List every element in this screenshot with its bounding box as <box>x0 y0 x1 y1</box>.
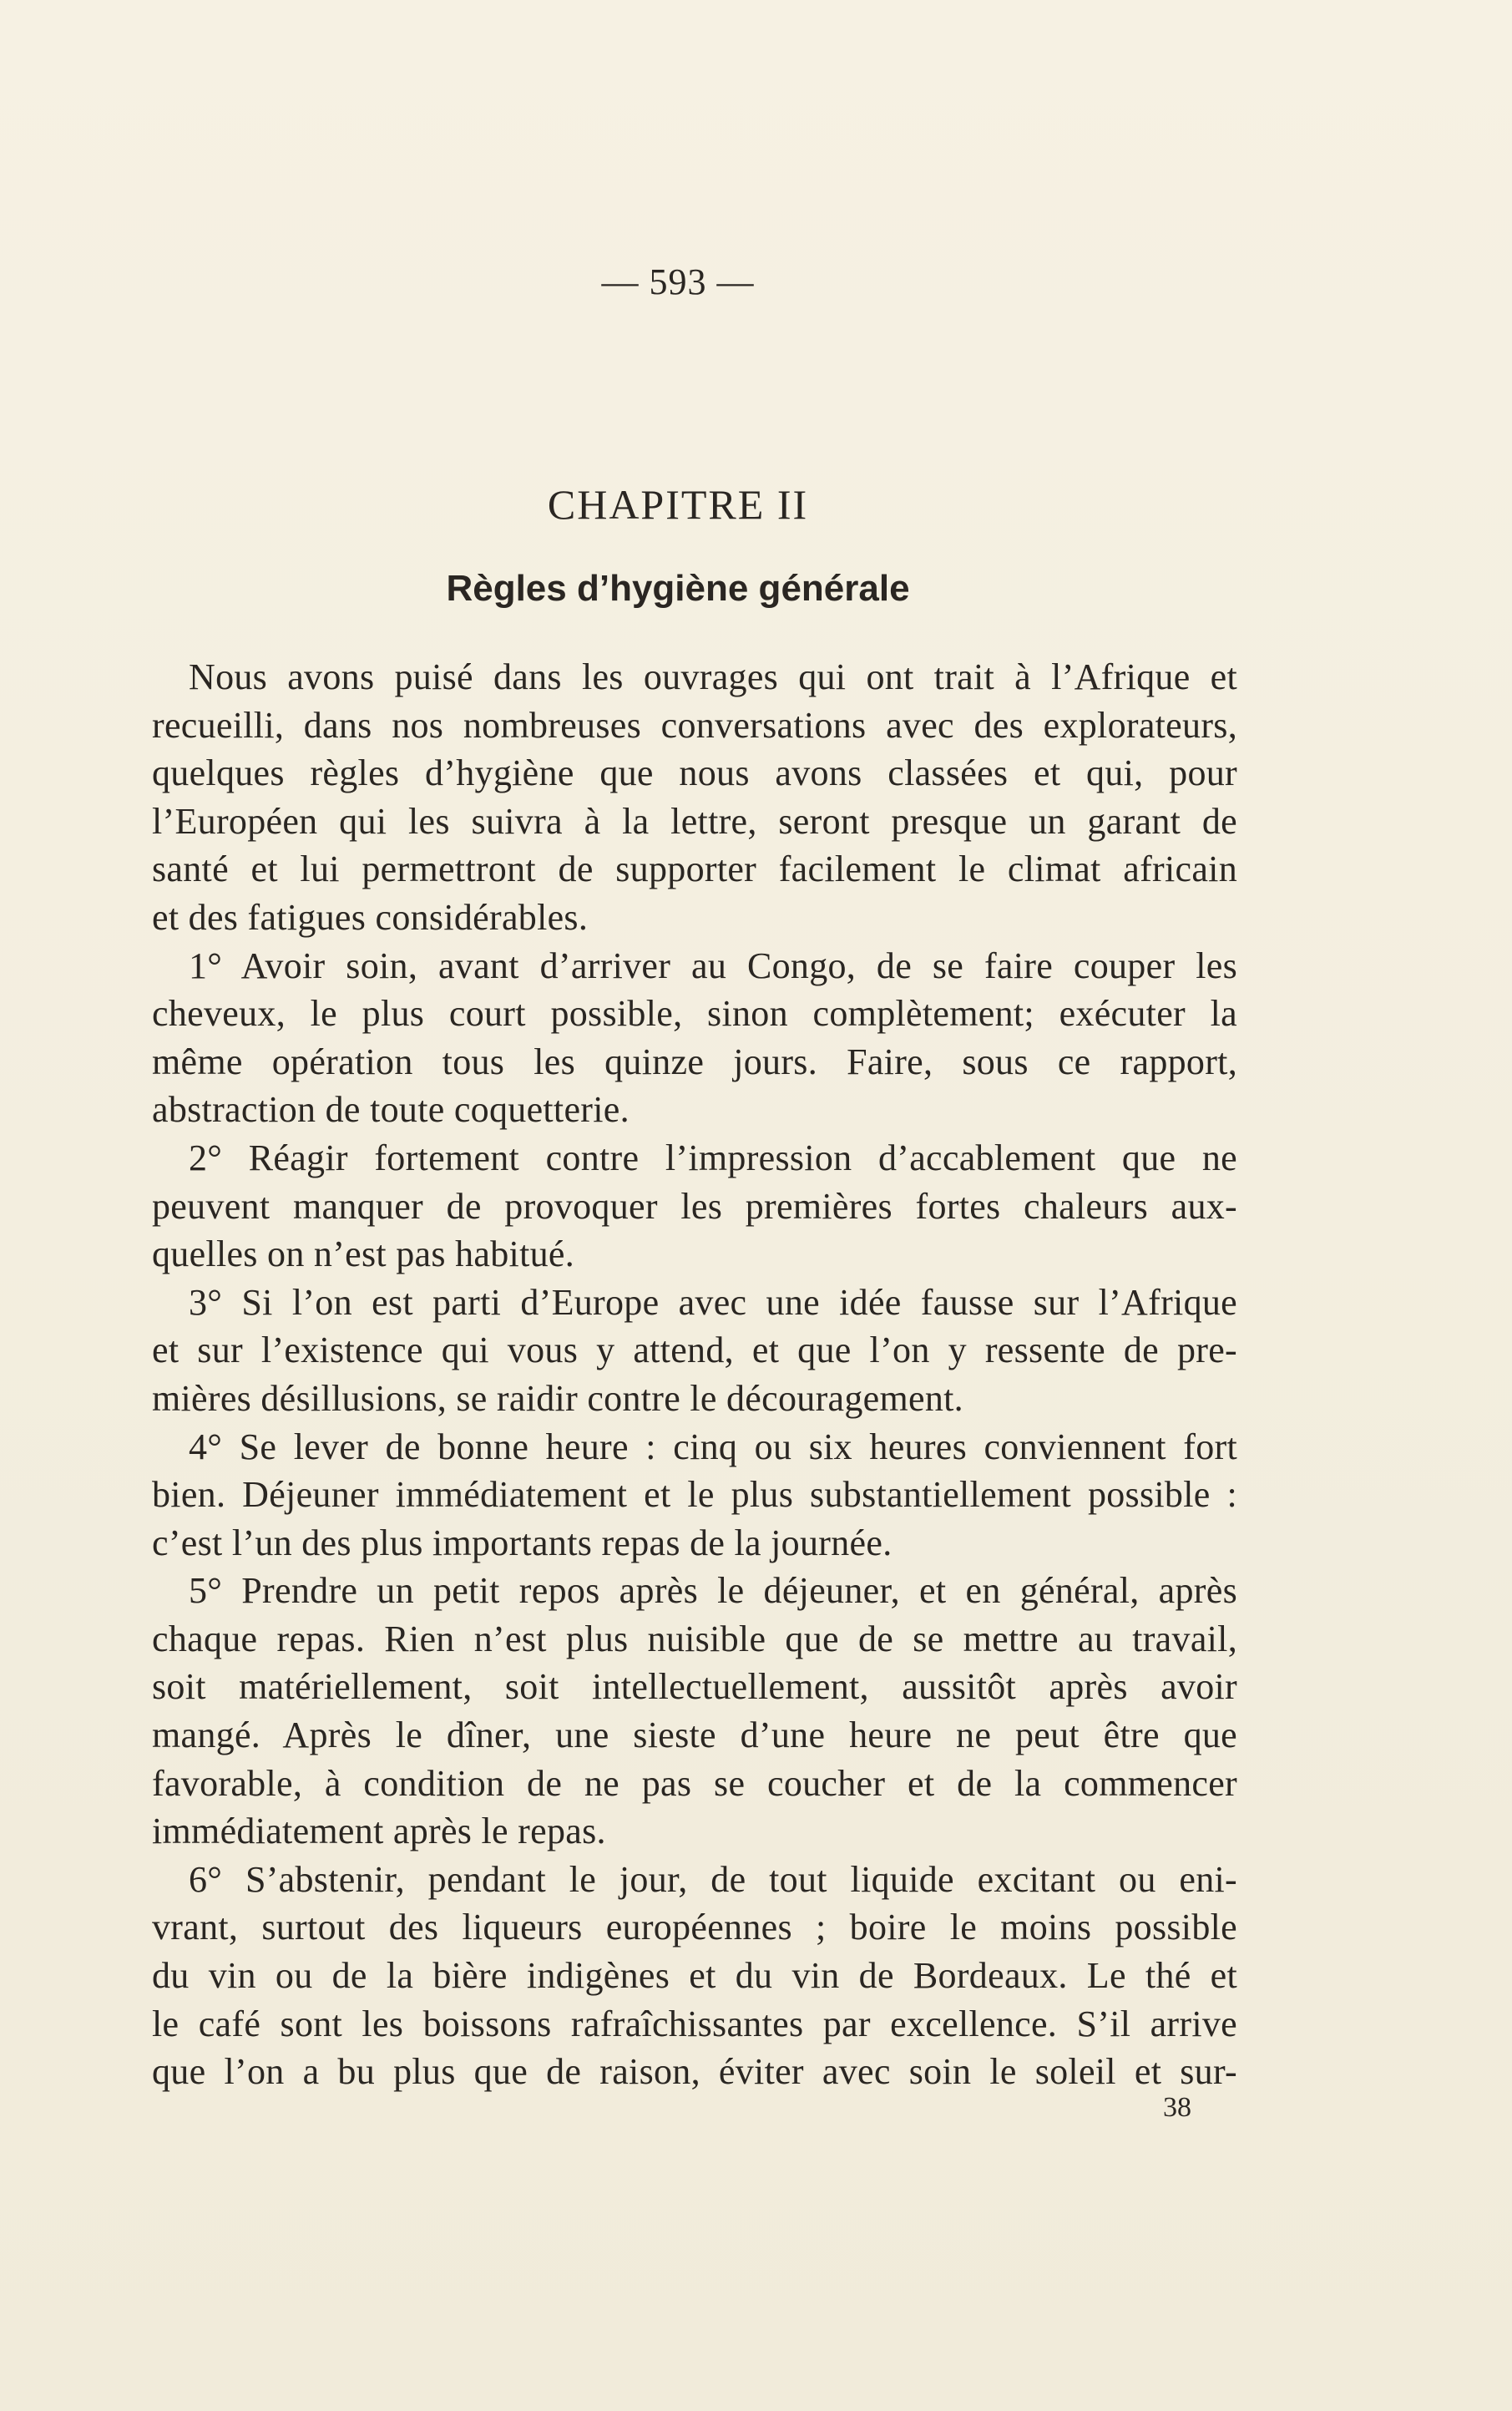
body-text <box>152 653 1237 2096</box>
section-title: Règles d’hygiène générale <box>446 568 910 609</box>
text-line: quelles on n’est pas habitué. <box>152 1233 575 1275</box>
chapter-title: CHAPITRE II <box>547 481 809 528</box>
text-line: bien. Déjeuner immédiatement et le plus substantiellement possible : <box>152 1474 1237 1516</box>
text-line: cheveux, le plus court possible, sinon complètement; exécuter la <box>152 993 1237 1035</box>
text-line: 4° Se lever de bonne heure : cinq ou six heures conviennent fort <box>189 1426 1237 1467</box>
text-line: immédiatement après le repas. <box>152 1811 606 1852</box>
text-line: vrant, surtout des liqueurs européennes ; boire le moins possible <box>152 1907 1237 1948</box>
signature-mark: 38 <box>1163 2092 1191 2123</box>
text-line: l’Européen qui les suivra à la lettre, seront presque un garant de <box>152 800 1237 842</box>
page-number: — 593 — <box>601 261 755 302</box>
text-line: 3° Si l’on est parti d’Europe avec une idée fausse sur l’Afrique <box>189 1281 1237 1323</box>
text-line: même opération tous les quinze jours. Faire, sous ce rapport, <box>152 1041 1237 1082</box>
text-line: chaque repas. Rien n’est plus nuisible que de se mettre au travail, <box>152 1618 1237 1659</box>
text-line: le café sont les boissons rafraîchissantes par excellence. S’il arrive <box>152 2003 1237 2044</box>
text-line: favorable, à condition de ne pas se coucher et de la commencer <box>152 1762 1237 1804</box>
text-line: mangé. Après le dîner, une sieste d’une heure ne peut être que <box>152 1715 1237 1756</box>
text-line: peuvent manquer de provoquer les premières fortes chaleurs aux- <box>152 1185 1237 1227</box>
text-line: 5° Prendre un petit repos après le déjeuner, et en général, après <box>189 1570 1237 1612</box>
text-line: 6° S’abstenir, pendant le jour, de tout liquide excitant ou eni- <box>189 1858 1237 1900</box>
text-line: et des fatigues considérables. <box>152 896 589 938</box>
text-line: abstraction de toute coquetterie. <box>152 1089 630 1131</box>
text-line: soit matériellement, soit intellectuellement, aussitôt après avoir <box>152 1666 1237 1708</box>
text-line: 2° Réagir fortement contre l’impression d’accablement que ne <box>189 1137 1237 1178</box>
text-line: recueilli, dans nos nombreuses conversations avec des explorateurs, <box>152 704 1237 746</box>
text-line: et sur l’existence qui vous y attend, et que l’on y ressente de pre- <box>152 1330 1237 1371</box>
text-line: mières désillusions, se raidir contre le découragement. <box>152 1377 963 1419</box>
text-line: c’est l’un des plus importants repas de la journée. <box>152 1522 893 1563</box>
text-line: que l’on a bu plus que de raison, éviter avec soin le soleil et sur- <box>152 2051 1237 2093</box>
text-line: santé et lui permettront de supporter facilement le climat africain <box>152 848 1237 890</box>
text-line: du vin ou de la bière indigènes et du vin de Bordeaux. Le thé et <box>152 1955 1237 1997</box>
text-line: 1° Avoir soin, avant d’arriver au Congo, de se faire couper les <box>189 945 1237 986</box>
text-line: Nous avons puisé dans les ouvrages qui ont trait à l’Afrique et <box>189 656 1237 697</box>
text-line: quelques règles d’hygiène que nous avons classées et qui, pour <box>152 752 1237 794</box>
